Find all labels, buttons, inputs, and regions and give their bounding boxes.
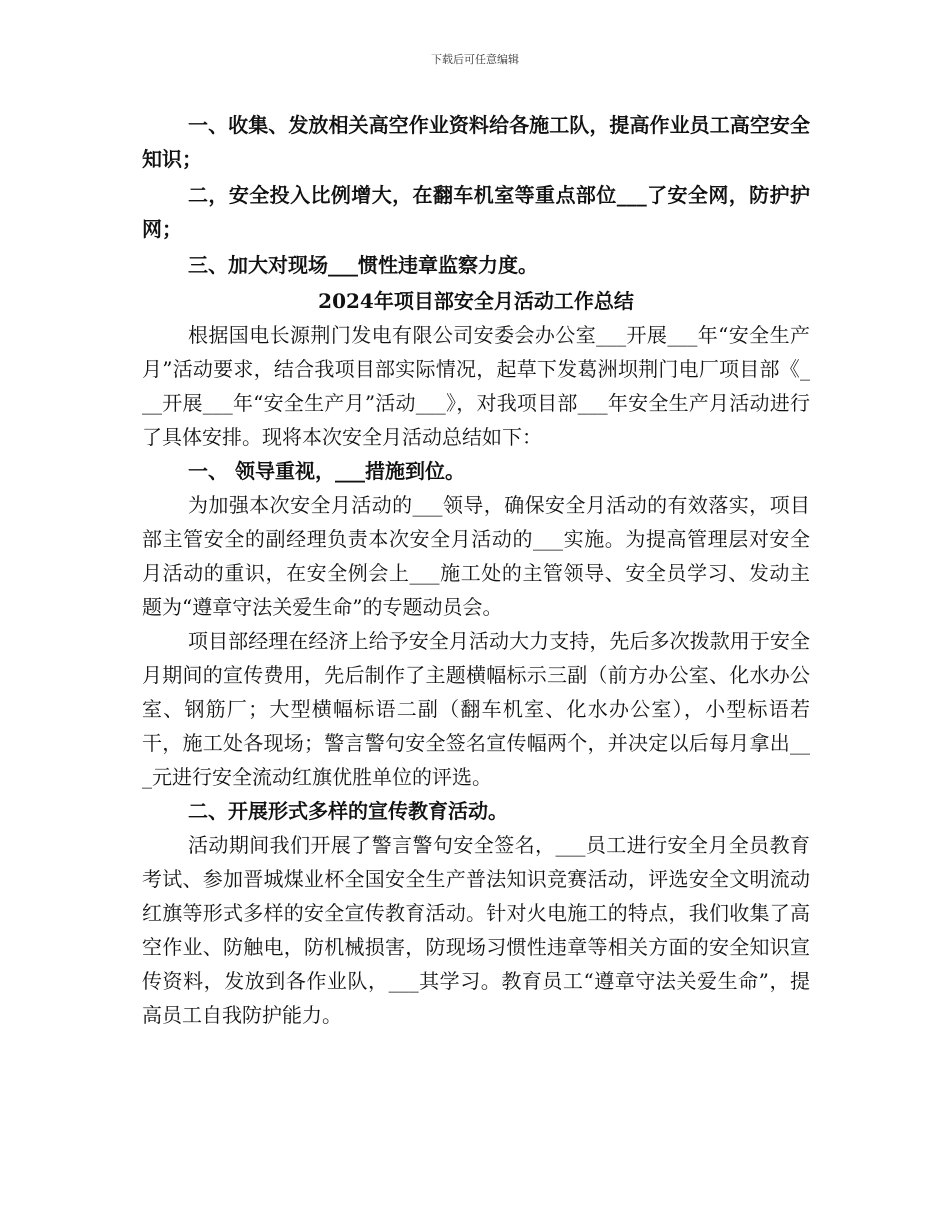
funding-paragraph: 项目部经理在经济上给予安全月活动大力支持，先后多次拨款用于安全月期间的宣传费用，先后制作了主题横幅标示三副（前方办公室、化水办公室、钢筋厂；大型横幅标语二副（翻车机室、化水办公室），小型标语若干，施工处各现场；警言警句安全签名宣传幅两个，并决定以后每月拿出___元进行安全流动红旗优胜单位的评选。	[142, 629, 810, 789]
section-heading-two: 二、开展形式多样的宣传教育活动。	[188, 799, 508, 823]
document-body	[142, 108, 810, 1032]
page-header: 下载后可任意编辑	[431, 53, 519, 66]
leadership-paragraph: 为加强本次安全月活动的___领导，确保安全月活动的有效落实，项目部主管安全的副经理负责本次安全月活动的___实施。为提高管理层对安全月活动的重识，在安全例会上___施工处的主管领导、安全员学习、发动主题为“遵章守法关爱生命”的专题动员会。	[142, 493, 810, 619]
document-title: 2024年项目部安全月活动工作总结	[318, 289, 634, 313]
item-one-paragraph: 一、收集、发放相关高空作业资料给各施工队，提高作业员工高空安全知识；	[142, 113, 810, 171]
intro-paragraph: 根据国电长源荆门发电有限公司安委会办公室___开展___年“安全生产月”活动要求，结合我项目部实际情况，起草下发葛洲坝荆门电厂项目部《___开展___年“安全生产月”活动___》，对我项目部___年安全生产月活动进行了具体安排。现将本次安全月活动总结如下：	[142, 323, 810, 449]
item-two-paragraph: 二，安全投入比例增大，在翻车机室等重点部位___了安全网，防护护网；	[142, 183, 810, 241]
item-three-paragraph: 三、加大对现场___惯性违章监察力度。	[188, 253, 538, 277]
activities-paragraph: 活动期间我们开展了警言警句安全签名，___员工进行安全月全员教育考试、参加晋城煤业杯全国安全生产普法知识竞赛活动，评选安全文明流动红旗等形式多样的安全宣传教育活动。针对火电施工的特点，我们收集了高空作业、防触电，防机械损害，防现场习惯性违章等相关方面的安全知识宣传资料，发放到各作业队，___其学习。教育员工“遵章守法关爱生命”，提高员工自我防护能力。	[142, 833, 810, 1027]
section-heading-one: 一、 领导重视，___措施到位。	[188, 459, 465, 483]
